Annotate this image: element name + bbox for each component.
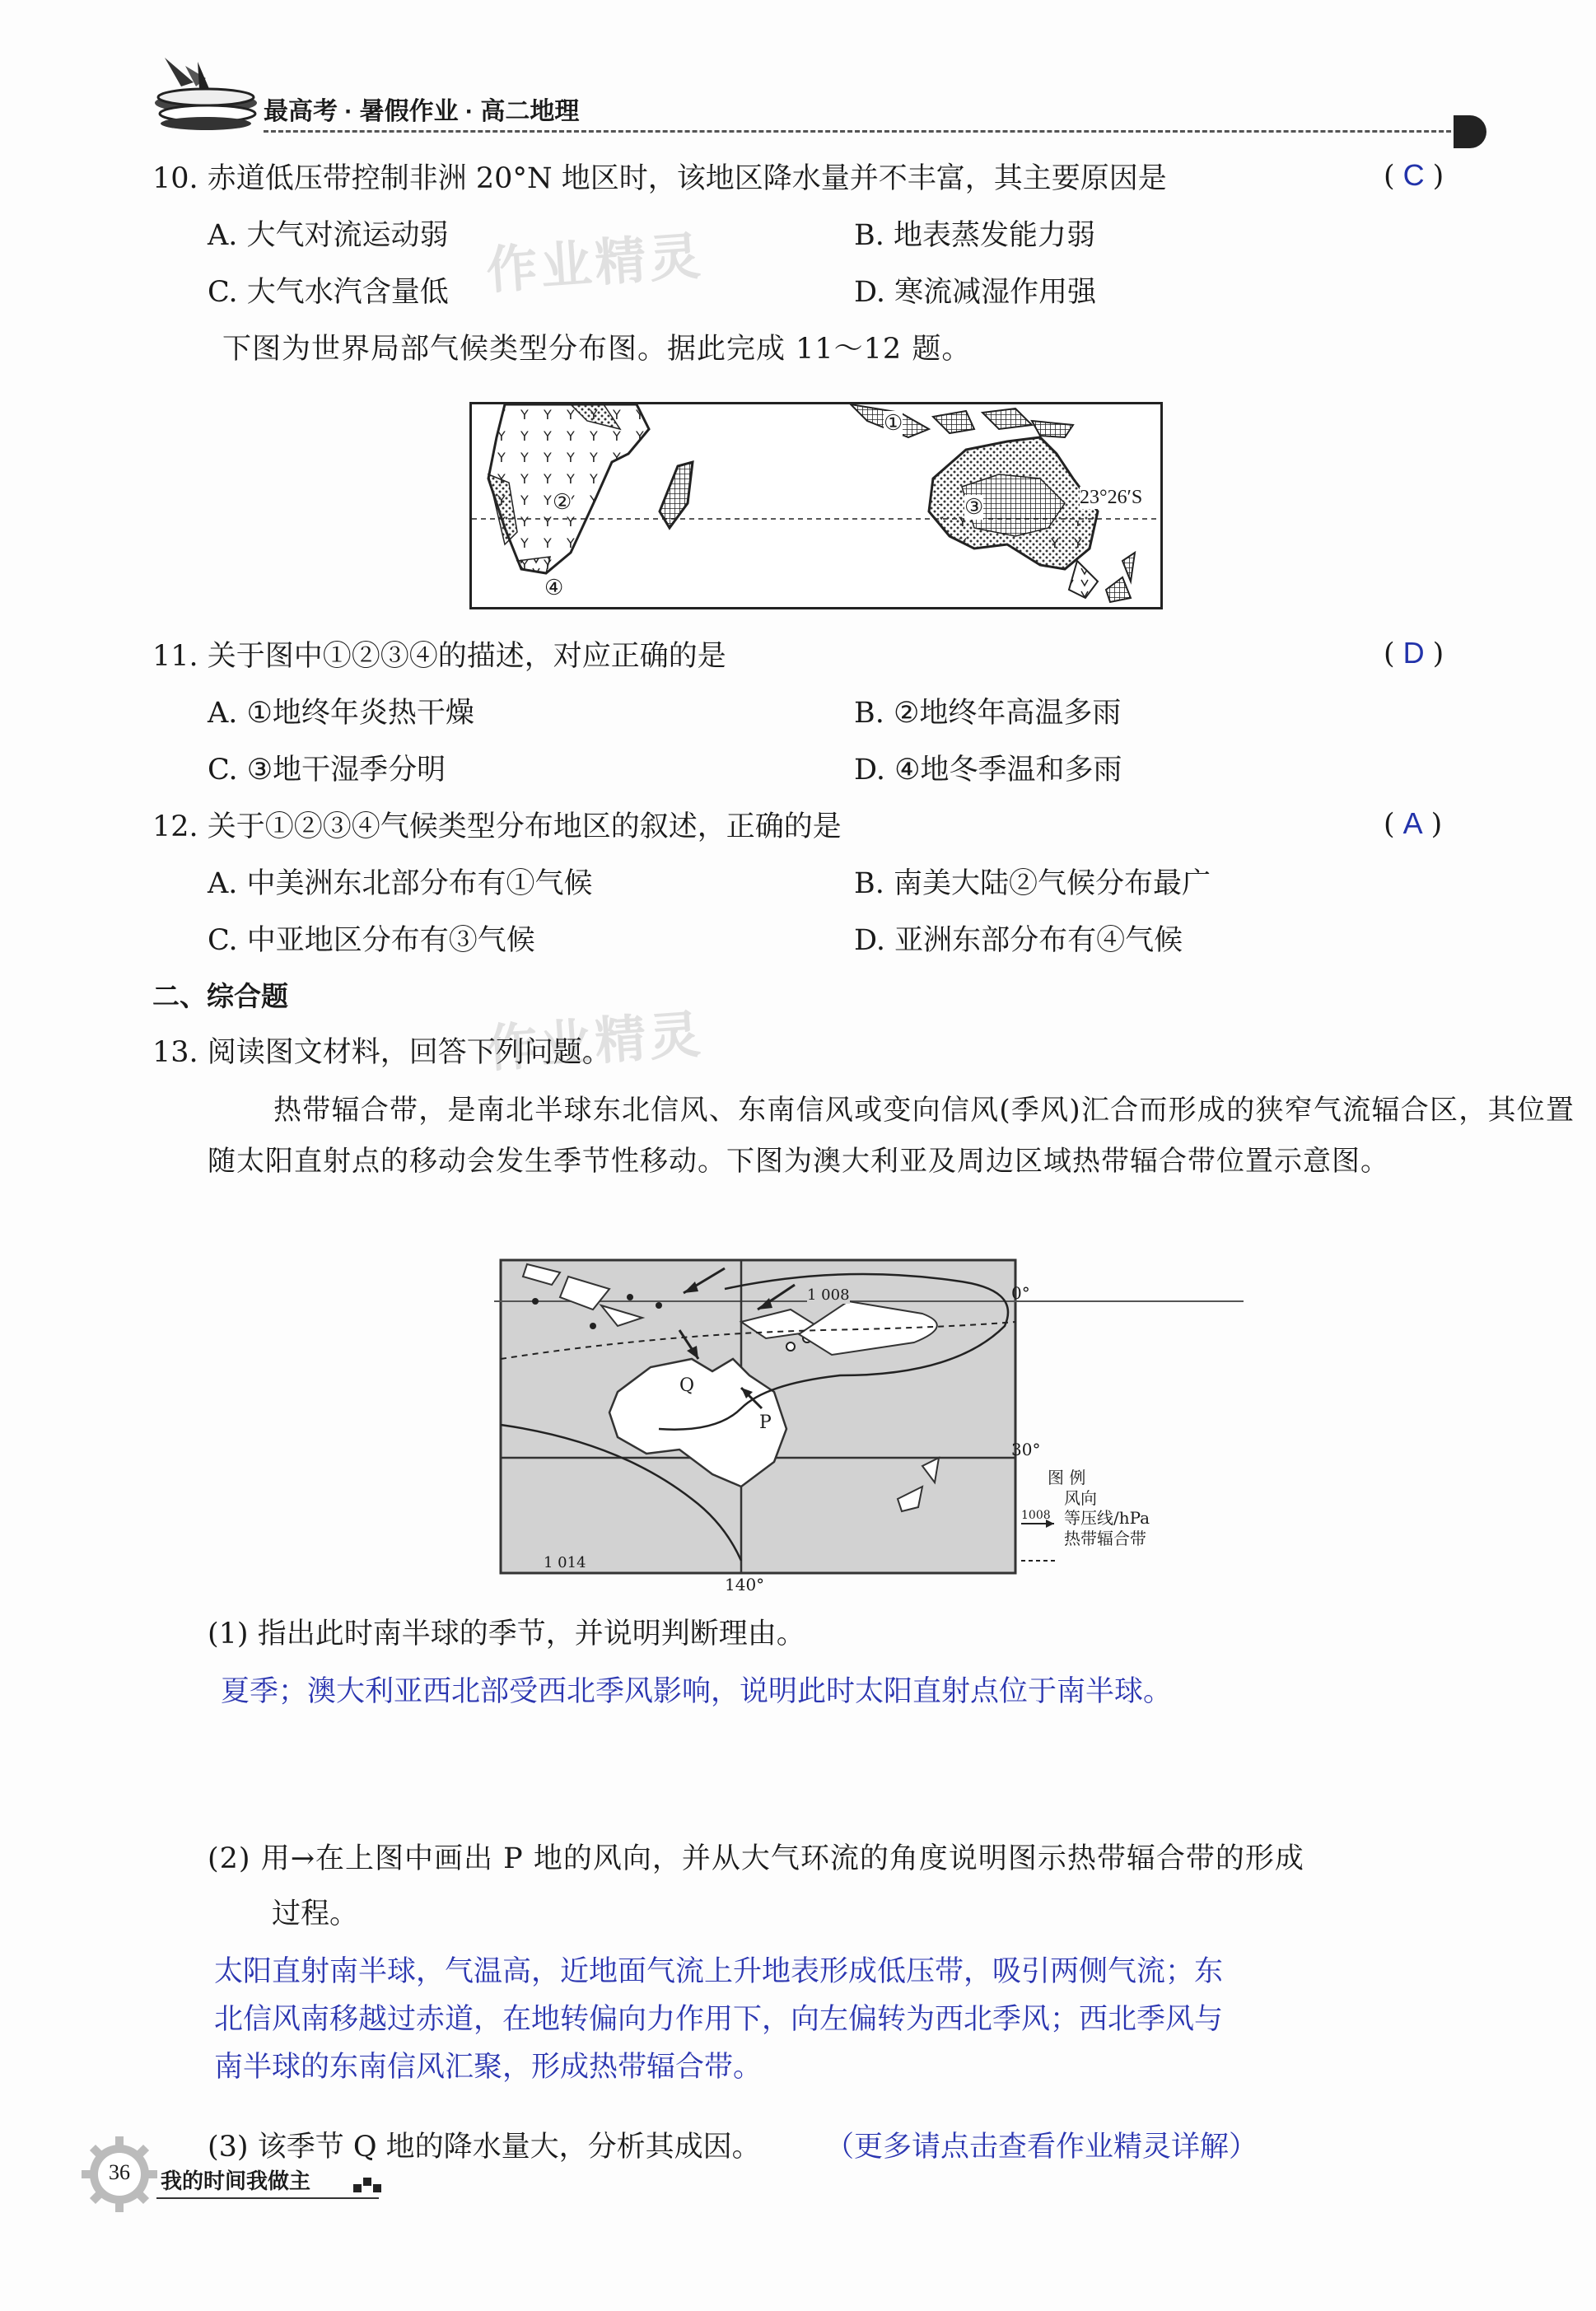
legend-isobar: 等压线/hPa xyxy=(1064,1508,1150,1528)
label-q: Q xyxy=(679,1375,695,1396)
question-12-answer: ( A ) xyxy=(1384,806,1443,841)
label-140: 140° xyxy=(725,1575,765,1594)
watermark: 作业精灵 xyxy=(484,1006,706,1079)
q12-option-b: B. 南美大陆②气候分布最广 xyxy=(854,867,1211,900)
legend-isobar-tag: 1008 xyxy=(1021,1509,1051,1522)
q10-option-d: D. 寒流减湿作用强 xyxy=(854,276,1097,309)
footer-squares-icon xyxy=(350,2171,383,2196)
book-stack-icon xyxy=(148,49,264,132)
q11-option-d: D. ④地冬季温和多雨 xyxy=(854,754,1122,787)
legend-itcz: 热带辐合带 xyxy=(1064,1529,1146,1548)
legend-wind: 风向 xyxy=(1064,1488,1097,1508)
label-1008: 1 008 xyxy=(807,1286,850,1304)
q10-option-b: B. 地表蒸发能力弱 xyxy=(854,219,1095,252)
label-1014: 1 014 xyxy=(544,1554,586,1571)
label-30: 30° xyxy=(1011,1440,1041,1459)
page-number: 36 xyxy=(109,2160,130,2184)
itcz-map xyxy=(494,1252,1244,1594)
sub-answer-2-line1: 太阳直射南半球，气温高，近地面气流上升地表形成低压带，吸引两侧气流；东 xyxy=(214,1955,1224,1987)
label-p: P xyxy=(759,1412,772,1433)
sub-question-1: (1) 指出此时南半球的季节，并说明判断理由。 xyxy=(208,1618,805,1650)
intro-11-12: 下图为世界局部气候类型分布图。据此完成 11～12 题。 xyxy=(222,333,972,366)
marker-2: ② xyxy=(553,490,572,515)
watermark: 作业精灵 xyxy=(484,227,706,301)
legend-title: 图 例 xyxy=(1048,1468,1086,1487)
tropic-label: 23°26′S xyxy=(1080,487,1143,508)
q12-option-d: D. 亚洲东部分布有④气候 xyxy=(854,924,1183,957)
footer-underline xyxy=(156,2197,379,2199)
marker-1: ① xyxy=(884,411,903,436)
sub-answer-1: 夏季；澳大利亚西北部受西北季风影响，说明此时太阳直射点位于南半球。 xyxy=(221,1675,1173,1707)
sub-answer-2-line3: 南半球的东南信风汇聚，形成热带辐合带。 xyxy=(214,2051,763,2083)
question-12-stem: 12. 关于①②③④气候类型分布地区的叙述，正确的是 xyxy=(152,810,842,843)
climate-map-drawing xyxy=(472,404,1160,607)
q11-option-b: B. ②地终年高温多雨 xyxy=(854,697,1122,730)
climate-map xyxy=(469,402,1163,609)
header-dashed-line xyxy=(264,130,1466,133)
question-13-material: 热带辐合带，是南北半球东北信风、东南信风或变向信风(季风)汇合而形成的狭窄气流辐合区，其位置随太阳直射点的移动会发生季节性移动。下图为澳大利亚及周边区域热带辐合带位置示意图。 xyxy=(208,1094,1575,1178)
q12-option-a: A. 中美洲东北部分布有①气候 xyxy=(208,867,593,900)
q12-option-c: C. 中亚地区分布有③气候 xyxy=(208,924,535,957)
sub-question-2-line2: 过程。 xyxy=(272,1898,359,1931)
q10-option-c: C. 大气水汽含量低 xyxy=(208,276,449,309)
q11-option-a: A. ①地终年炎热干燥 xyxy=(208,697,474,730)
sub-question-2-line1: (2) 用→在上图中画出 P 地的风向，并从大气环流的角度说明图示热带辐合带的形成 xyxy=(208,1842,1304,1875)
section-title: 二、综合题 xyxy=(152,981,288,1011)
marker-4: ④ xyxy=(544,576,564,600)
question-13-stem: 13. 阅读图文材料，回答下列问题。 xyxy=(152,1036,611,1069)
q10-option-a: A. 大气对流运动弱 xyxy=(208,219,449,252)
label-equator: 0° xyxy=(1011,1283,1030,1303)
question-10-stem: 10. 赤道低压带控制非洲 20°N 地区时，该地区降水量并不丰富，其主要原因是 xyxy=(152,162,1167,195)
sub-question-3: (3) 该季节 Q 地的降水量大，分析其成因。 xyxy=(208,2131,761,2164)
sub-answer-2-line2: 北信风南移越过赤道，在地转偏向力作用下，向左偏转为西北季风；西北季风与 xyxy=(214,2003,1224,2035)
question-11-answer: ( D ) xyxy=(1384,636,1444,670)
marker-3: ③ xyxy=(964,495,984,520)
header-logo xyxy=(148,49,264,132)
question-10-answer: ( C ) xyxy=(1384,158,1444,193)
header-title: 最高考 · 暑假作业 · 高二地理 xyxy=(264,98,580,125)
more-details-link[interactable]: （更多请点击查看作业精灵详解） xyxy=(825,2131,1258,2163)
q11-option-c: C. ③地干湿季分明 xyxy=(208,754,446,787)
footer-motto: 我的时间我做主 xyxy=(161,2169,311,2193)
question-11-stem: 11. 关于图中①②③④的描述，对应正确的是 xyxy=(152,640,726,673)
header-half-circle xyxy=(1454,115,1486,148)
